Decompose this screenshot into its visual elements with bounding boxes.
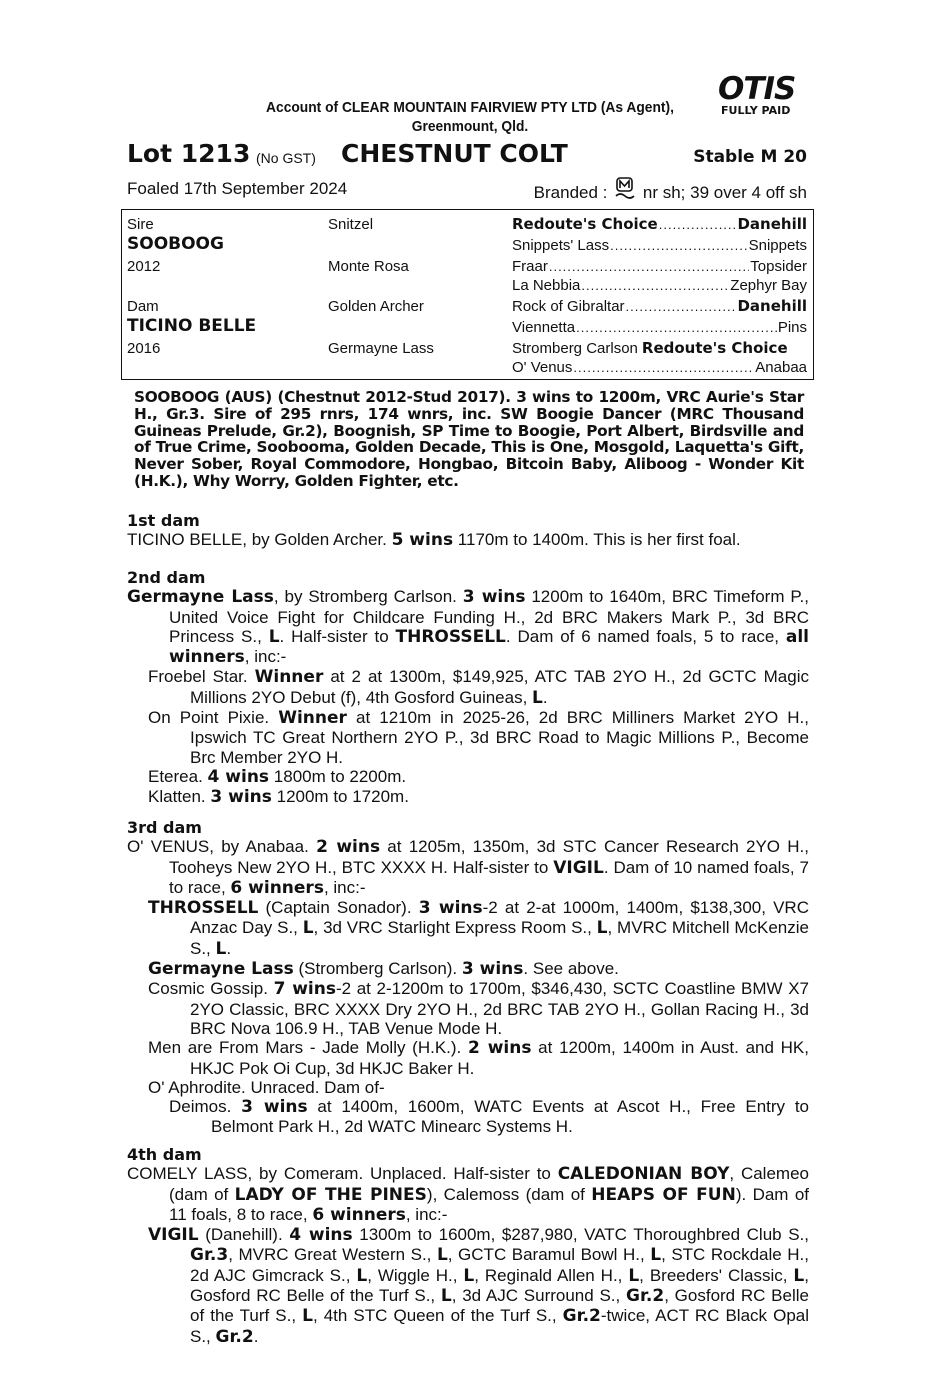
foaled-date: Foaled 17th September 2024 — [127, 179, 348, 198]
gen3-row — [512, 297, 807, 316]
dam-dam: Germayne Lass — [328, 340, 434, 357]
gen3-right: Pins — [777, 319, 807, 336]
sire-dam: Monte Rosa — [328, 258, 409, 275]
gen3-left: Fraar — [512, 258, 548, 275]
branded-details: nr sh; 39 over 4 off sh — [642, 183, 807, 202]
vendor-account — [222, 98, 719, 136]
stable-number: Stable M 20 — [693, 147, 807, 167]
vendor-line-1: Account of CLEAR MOUNTAIN FAIRVIEW PTY LTD (As Agent), — [266, 99, 674, 116]
third-dam-foal: Germayne Lass (Stromberg Carlson). 3 wins. See above. — [148, 959, 619, 980]
second-dam-section — [127, 568, 809, 808]
gen3-left: Redoute's Choice — [512, 215, 658, 233]
third-dam-text: O' VENUS, by Anabaa. 2 wins at 1205m, 1350m, 3d STC Cancer Research 2YO H., Tooheys New 2YO H., BTC XXXX H. Half-sister to VIGIL. Dam of 10 named foals, 7 to race, 6 winners, inc:- — [127, 837, 810, 898]
third-dam-foal: THROSSELL (Captain Sonador). 3 wins-2 at 2-at 1000m, 1400m, $138,300, VRC Anzac Day S., L, 3d VRC Starlight Express Room S., L, MVRC Mitchell McKenzie S., L. — [148, 898, 809, 959]
sire-summary: SOOBOOG (AUS) (Chestnut 2012-Stud 2017). 3 wins to 1200m, VRC Aurie's Star H., Gr.3. Sire of 295 rnrs, 174 wnrs, inc. SW Boogie Dancer (MRC Thousand Guineas Prelude, Gr.2), Boognish, SP Time to Boogie, Port Albert, Birdsville and of True Crime, Soobooma, Golden Decade, This is One, Mosgold, Laquetta's Gift, Never Sober, Royal Commodore, Hongbao, Bitcoin Baby, Aliboog - Wonder Kit (H.K.), Why Worry, Golden Fighter, etc. — [134, 388, 804, 490]
gen3-right: Snippets — [748, 237, 807, 254]
gen3-left: Snippets' Lass — [512, 237, 610, 254]
dam-year: 2016 — [127, 340, 161, 357]
second-dam-foal: Klatten. 3 wins 1200m to 1720m. — [148, 787, 409, 808]
first-dam-text: TICINO BELLE, by Golden Archer. 5 wins 1170m to 1400m. This is her first foal. — [127, 530, 741, 551]
dam-label: Dam — [127, 298, 159, 315]
lot-header — [127, 139, 807, 171]
logo-subtext: FULLY PAID — [721, 104, 791, 117]
sire-label: Sire — [127, 216, 154, 233]
gen3-row — [512, 257, 807, 276]
gen3-right: Danehill — [737, 297, 807, 315]
second-dam-foal: Froebel Star. Winner at 2 at 1300m, $149,925, ATC TAB 2YO H., 2d GCTC Magic Millions 2YO Debut (f), 4th Gosford Guineas, L. — [148, 667, 809, 708]
brand-mark-icon — [614, 176, 636, 200]
second-dam-heading: 2nd dam — [127, 568, 206, 587]
gen3-left: Rock of Gibraltar — [512, 298, 625, 315]
brand-info — [534, 176, 807, 205]
gen3-left: O' Venus — [512, 359, 573, 376]
second-dam-foal: On Point Pixie. Winner at 1210m in 2025-26, 2d BRC Milliners Market 2YO H., Ipswich TC Great Northern 2YO P., 3d BRC Road to Magic Millions P., Become Brc Member 2YO H. — [148, 708, 809, 767]
gen3-left: La Nebbia — [512, 277, 581, 294]
branded-label: Branded : — [533, 183, 608, 202]
gen3-row — [512, 236, 807, 255]
otis-fully-paid-logo — [712, 72, 812, 122]
fourth-dam-heading: 4th dam — [127, 1145, 202, 1164]
gen3-right: Zephyr Bay — [730, 277, 807, 294]
pedigree-table — [121, 209, 814, 380]
gen3-left: Viennetta — [512, 319, 576, 336]
third-dam-heading: 3rd dam — [127, 818, 202, 837]
lot-number: Lot 1213 — [127, 139, 251, 168]
dam-name: TICINO BELLE — [127, 316, 257, 336]
third-dam-foal: O' Aphrodite. Unraced. Dam of- — [148, 1077, 385, 1097]
fourth-dam-section — [127, 1145, 809, 1347]
second-dam-text: Germayne Lass, by Stromberg Carlson. 3 wins 1200m to 1640m, BRC Timeform P., United Voice Fight for Childcare Funding H., 2d BRC Makers Mark P., 3d BRC Princess S., L. Half-sister to THROSSELL. Dam of 6 named foals, 5 to race, all winners, inc:- — [127, 587, 810, 668]
gen3-row — [512, 318, 807, 337]
gen3-row — [512, 215, 807, 234]
gen3-left: Stromberg Carlson — [512, 340, 638, 357]
sire-year: 2012 — [127, 258, 161, 275]
vendor-line-2: Greenmount, Qld. — [411, 118, 529, 135]
third-dam-section — [127, 818, 809, 1137]
third-dam-foal: Cosmic Gossip. 7 wins-2 at 2-1200m to 1700m, $346,430, SCTC Coastline BMW X7 2YO Classic, BRC XXXX Dry 2YO H., 2d BRC TAB 2YO H., Gollan Racing H., 3d BRC Nova 106.9 H., TAB Venue Mode H. — [148, 979, 809, 1038]
gen3-right: Anabaa — [755, 359, 807, 376]
gen3-right: Redoute's Choice — [641, 339, 788, 357]
sire-name: SOOBOOG — [127, 234, 224, 254]
second-dam-foal: Eterea. 4 wins 1800m to 2200m. — [148, 766, 407, 787]
fourth-dam-foal: VIGIL (Danehill). 4 wins 1300m to 1600m, $287,980, VATC Thoroughbred Club S., Gr.3, MVRC Great Western S., L, GCTC Baramul Bowl H., L, STC Rockdale H., 2d AJC Gimcrack S., L, Wiggle H., L, Reginald Allen H., L, Breeders' Classic, L, Gosford RC Belle of the Turf S., L, 3d AJC Surround S., Gr.2, Gosford RC Belle of the Turf S., L, 4th STC Queen of the Turf S., Gr.2-twice, ACT RC Black Opal S., Gr.2. — [148, 1225, 809, 1347]
logo-text: OTIS — [718, 71, 796, 107]
gen3-row — [512, 339, 807, 358]
fourth-dam-text: COMELY LASS, by Comeram. Unplaced. Half-sister to CALEDONIAN BOY, Calemeo (dam of LADY OF THE PINES), Calemoss (dam of HEAPS OF FUN). Dam of 11 foals, 8 to race, 6 winners, inc:- — [127, 1164, 810, 1225]
gst-note: (No GST) — [256, 150, 316, 166]
dam-sire: Golden Archer — [328, 298, 424, 315]
gen3-right: Topsider — [750, 258, 807, 275]
horse-description: CHESTNUT COLT — [341, 139, 568, 168]
gen3-row — [512, 358, 807, 377]
gen3-right: Danehill — [737, 215, 807, 233]
third-dam-foal: Men are From Mars - Jade Molly (H.K.). 2 wins at 1200m, 1400m in Aust. and HK, HKJC Pok Oi Cup, 3d HKJC Baker H. — [148, 1038, 809, 1078]
sire-sire: Snitzel — [328, 216, 374, 233]
third-dam-grandfoal: Deimos. 3 wins at 1400m, 1600m, WATC Events at Ascot H., Free Entry to Belmont Park H., 2d WATC Minearc Systems H. — [169, 1097, 809, 1137]
first-dam-heading: 1st dam — [127, 511, 200, 530]
first-dam-section — [127, 511, 809, 551]
gen3-row — [512, 276, 807, 295]
